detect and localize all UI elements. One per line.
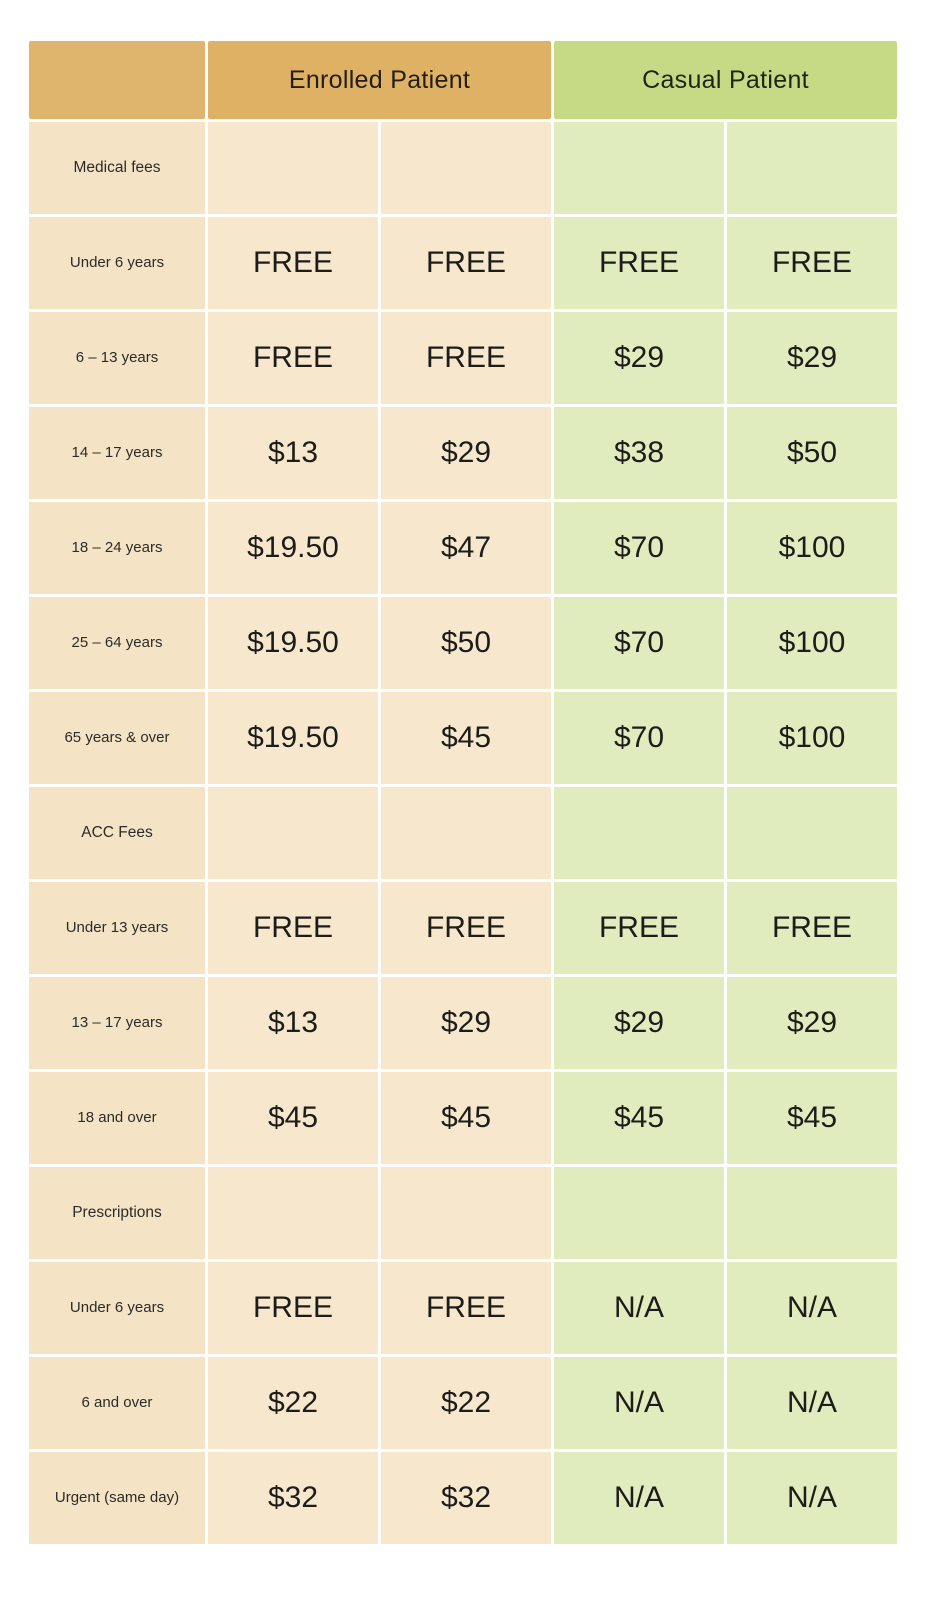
table-body [29, 122, 897, 1544]
cell-enrolled [208, 1167, 378, 1259]
table-row [29, 1452, 897, 1544]
row-label: 14 – 17 years [29, 407, 205, 499]
cell-casual: FREE [554, 882, 724, 974]
cell-casual: FREE [727, 882, 897, 974]
row-label: 18 – 24 years [29, 502, 205, 594]
cell-casual: $29 [554, 977, 724, 1069]
cell-casual: $100 [727, 692, 897, 784]
table-row [29, 122, 897, 214]
cell-casual [727, 787, 897, 879]
table-row [29, 597, 897, 689]
table-row [29, 1072, 897, 1164]
cell-enrolled: $45 [381, 692, 551, 784]
cell-casual: $70 [554, 692, 724, 784]
cell-casual: $70 [554, 502, 724, 594]
cell-casual: FREE [727, 217, 897, 309]
table-row [29, 407, 897, 499]
header-casual-patient: Casual Patient [554, 41, 897, 119]
row-label: Under 6 years [29, 217, 205, 309]
cell-enrolled [208, 122, 378, 214]
cell-casual [554, 122, 724, 214]
cell-enrolled: $47 [381, 502, 551, 594]
cell-enrolled: $29 [381, 977, 551, 1069]
row-label: 65 years & over [29, 692, 205, 784]
cell-casual [554, 787, 724, 879]
cell-enrolled: $32 [208, 1452, 378, 1544]
cell-casual: $29 [554, 312, 724, 404]
cell-enrolled: $13 [208, 407, 378, 499]
cell-casual: $45 [727, 1072, 897, 1164]
row-label: 6 – 13 years [29, 312, 205, 404]
cell-casual: $70 [554, 597, 724, 689]
cell-casual: $45 [554, 1072, 724, 1164]
cell-casual: N/A [727, 1452, 897, 1544]
header-blank [29, 41, 205, 119]
cell-casual: $100 [727, 502, 897, 594]
cell-casual: $38 [554, 407, 724, 499]
cell-enrolled: FREE [381, 1262, 551, 1354]
cell-casual: N/A [554, 1357, 724, 1449]
cell-enrolled: $19.50 [208, 597, 378, 689]
cell-enrolled: FREE [208, 217, 378, 309]
row-label: 6 and over [29, 1357, 205, 1449]
cell-casual [727, 1167, 897, 1259]
row-section-label: Prescriptions [29, 1167, 205, 1259]
cell-casual: FREE [554, 217, 724, 309]
cell-enrolled: FREE [208, 1262, 378, 1354]
cell-casual: N/A [554, 1262, 724, 1354]
cell-enrolled: FREE [381, 312, 551, 404]
cell-enrolled: FREE [208, 312, 378, 404]
row-label: 25 – 64 years [29, 597, 205, 689]
cell-enrolled: $45 [381, 1072, 551, 1164]
cell-casual: N/A [554, 1452, 724, 1544]
row-section-label: ACC Fees [29, 787, 205, 879]
cell-enrolled: FREE [208, 882, 378, 974]
cell-enrolled [381, 122, 551, 214]
cell-enrolled: $50 [381, 597, 551, 689]
row-label: 13 – 17 years [29, 977, 205, 1069]
row-label: Under 6 years [29, 1262, 205, 1354]
cell-enrolled: FREE [381, 882, 551, 974]
cell-enrolled [381, 1167, 551, 1259]
cell-enrolled: $22 [208, 1357, 378, 1449]
cell-casual [554, 1167, 724, 1259]
row-label: Urgent (same day) [29, 1452, 205, 1544]
cell-casual: $29 [727, 977, 897, 1069]
cell-enrolled: $19.50 [208, 692, 378, 784]
table-header-row [29, 41, 897, 119]
cell-enrolled: $29 [381, 407, 551, 499]
table-row [29, 787, 897, 879]
cell-casual: $100 [727, 597, 897, 689]
row-section-label: Medical fees [29, 122, 205, 214]
cell-enrolled: $13 [208, 977, 378, 1069]
table-row [29, 1262, 897, 1354]
cell-casual: N/A [727, 1357, 897, 1449]
cell-enrolled [208, 787, 378, 879]
cell-casual [727, 122, 897, 214]
cell-enrolled: FREE [381, 217, 551, 309]
table-row [29, 217, 897, 309]
table-row [29, 1167, 897, 1259]
table-row [29, 977, 897, 1069]
table-row [29, 312, 897, 404]
table-row [29, 502, 897, 594]
cell-enrolled: $22 [381, 1357, 551, 1449]
cell-enrolled: $32 [381, 1452, 551, 1544]
table-row [29, 882, 897, 974]
fees-table [26, 38, 900, 1547]
header-enrolled-patient: Enrolled Patient [208, 41, 551, 119]
row-label: 18 and over [29, 1072, 205, 1164]
cell-casual: $29 [727, 312, 897, 404]
table-row [29, 1357, 897, 1449]
cell-casual: N/A [727, 1262, 897, 1354]
row-label: Under 13 years [29, 882, 205, 974]
cell-enrolled: $19.50 [208, 502, 378, 594]
table-row [29, 692, 897, 784]
cell-casual: $50 [727, 407, 897, 499]
cell-enrolled: $45 [208, 1072, 378, 1164]
cell-enrolled [381, 787, 551, 879]
